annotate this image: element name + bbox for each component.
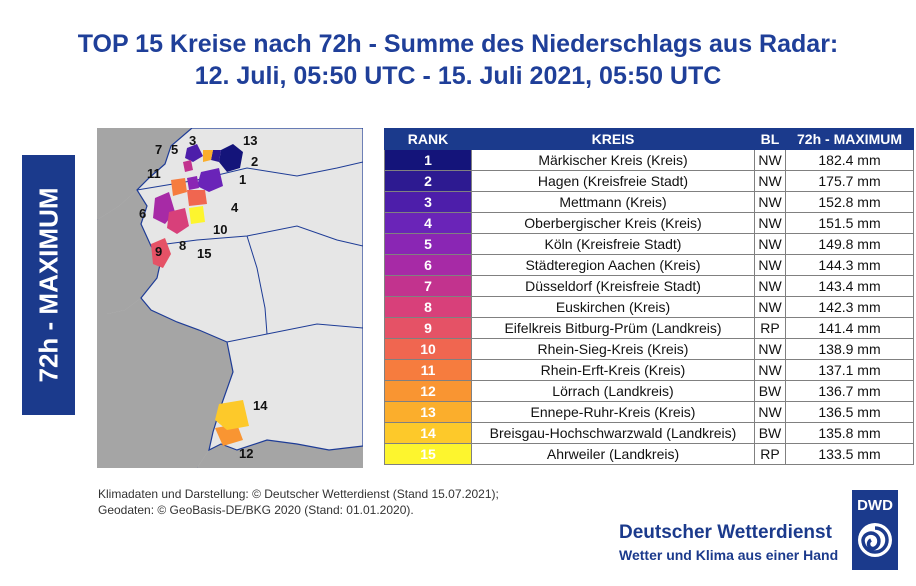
table-row bbox=[385, 234, 914, 255]
rank-cell: 12 bbox=[385, 381, 472, 402]
table-row bbox=[385, 381, 914, 402]
bl-cell: NW bbox=[755, 150, 786, 171]
kreis-cell: Städteregion Aachen (Kreis) bbox=[472, 255, 755, 276]
max-cell: 143.4 mm bbox=[786, 276, 914, 297]
kreis-cell: Rhein-Erft-Kreis (Kreis) bbox=[472, 360, 755, 381]
map-label-10: 10 bbox=[213, 222, 228, 237]
map-label-12: 12 bbox=[239, 446, 254, 461]
kreis-cell: Eifelkreis Bitburg-Prüm (Landkreis) bbox=[472, 318, 755, 339]
kreis-cell: Mettmann (Kreis) bbox=[472, 192, 755, 213]
bl-cell: NW bbox=[755, 192, 786, 213]
chart-title-line2: 12. Juli, 05:50 UTC - 15. Juli 2021, 05:50 UTC bbox=[194, 62, 722, 90]
footer-credits: Klimadaten und Darstellung: © Deutscher Wetterdienst (Stand 15.07.2021); bbox=[98, 487, 499, 501]
table-row bbox=[385, 192, 914, 213]
rank-cell: 10 bbox=[385, 339, 472, 360]
rank-cell: 7 bbox=[385, 276, 472, 297]
kreis-cell: Ahrweiler (Landkreis) bbox=[472, 444, 755, 465]
table-row bbox=[385, 444, 914, 465]
rank-cell: 4 bbox=[385, 213, 472, 234]
table-row bbox=[385, 150, 914, 171]
bl-cell: NW bbox=[755, 234, 786, 255]
table-row bbox=[385, 318, 914, 339]
kreis-cell: Düsseldorf (Kreisfreie Stadt) bbox=[472, 276, 755, 297]
max-cell: 182.4 mm bbox=[786, 150, 914, 171]
table-row bbox=[385, 402, 914, 423]
rank-cell: 13 bbox=[385, 402, 472, 423]
table-header-row bbox=[385, 129, 914, 150]
rank-cell: 3 bbox=[385, 192, 472, 213]
header-bl: BL bbox=[755, 129, 786, 150]
max-cell: 141.4 mm bbox=[786, 318, 914, 339]
bl-cell: NW bbox=[755, 360, 786, 381]
map-region-10 bbox=[187, 190, 207, 206]
rank-cell: 1 bbox=[385, 150, 472, 171]
bl-cell: RP bbox=[755, 444, 786, 465]
ranking-table bbox=[384, 128, 914, 465]
bl-cell: NW bbox=[755, 276, 786, 297]
kreis-cell: Hagen (Kreisfreie Stadt) bbox=[472, 171, 755, 192]
map-region-15 bbox=[189, 206, 205, 224]
map-label-5: 5 bbox=[171, 142, 179, 157]
bl-cell: BW bbox=[755, 423, 786, 444]
bl-cell: NW bbox=[755, 402, 786, 423]
max-cell: 136.5 mm bbox=[786, 402, 914, 423]
kreis-cell: Rhein-Sieg-Kreis (Kreis) bbox=[472, 339, 755, 360]
table-row bbox=[385, 339, 914, 360]
bl-cell: NW bbox=[755, 171, 786, 192]
map-label-9: 9 bbox=[155, 244, 163, 259]
map-label-4: 4 bbox=[231, 200, 239, 215]
map-label-14: 14 bbox=[253, 398, 268, 413]
map-label-2: 2 bbox=[251, 154, 259, 169]
rank-cell: 14 bbox=[385, 423, 472, 444]
kreis-cell: Märkischer Kreis (Kreis) bbox=[472, 150, 755, 171]
bl-cell: NW bbox=[755, 255, 786, 276]
chart-title-line1: TOP 15 Kreise nach 72h - Summe des Niederschlags aus Radar: bbox=[77, 30, 839, 58]
rank-cell: 9 bbox=[385, 318, 472, 339]
max-cell: 149.8 mm bbox=[786, 234, 914, 255]
header-rank: RANK bbox=[385, 129, 472, 150]
rank-cell: 5 bbox=[385, 234, 472, 255]
max-cell: 138.9 mm bbox=[786, 339, 914, 360]
bl-cell: NW bbox=[755, 339, 786, 360]
map-label-8: 8 bbox=[179, 238, 187, 253]
map-label-3: 3 bbox=[189, 133, 197, 148]
map-label-1: 1 bbox=[239, 172, 247, 187]
kreis-cell: Köln (Kreisfreie Stadt) bbox=[472, 234, 755, 255]
map-label-15: 15 bbox=[197, 246, 212, 261]
max-cell: 142.3 mm bbox=[786, 297, 914, 318]
table-row bbox=[385, 423, 914, 444]
rank-cell: 8 bbox=[385, 297, 472, 318]
map-label-13: 13 bbox=[243, 133, 258, 148]
kreis-cell: Ennepe-Ruhr-Kreis (Kreis) bbox=[472, 402, 755, 423]
kreis-cell: Lörrach (Landkreis) bbox=[472, 381, 755, 402]
map-label-11: 11 bbox=[147, 166, 161, 181]
dwd-logo bbox=[852, 490, 898, 570]
table-row bbox=[385, 360, 914, 381]
map-region-5 bbox=[187, 176, 199, 190]
metric-sidebar bbox=[22, 155, 75, 415]
max-cell: 135.8 mm bbox=[786, 423, 914, 444]
precipitation-map bbox=[97, 128, 363, 468]
header-kreis: KREIS bbox=[472, 129, 755, 150]
rank-cell: 15 bbox=[385, 444, 472, 465]
map-label-7: 7 bbox=[155, 142, 163, 157]
rank-cell: 6 bbox=[385, 255, 472, 276]
map-label-6: 6 bbox=[139, 206, 147, 221]
logo-text: DWD bbox=[857, 497, 893, 514]
brand-slogan: Wetter und Klima aus einer Hand bbox=[619, 547, 839, 563]
brand-name: Deutscher Wetterdienst bbox=[619, 522, 832, 543]
table-row bbox=[385, 213, 914, 234]
table-row bbox=[385, 276, 914, 297]
max-cell: 151.5 mm bbox=[786, 213, 914, 234]
bl-cell: RP bbox=[755, 318, 786, 339]
bl-cell: NW bbox=[755, 213, 786, 234]
kreis-cell: Oberbergischer Kreis (Kreis) bbox=[472, 213, 755, 234]
header-max: 72h - MAXIMUM bbox=[786, 129, 914, 150]
rank-cell: 11 bbox=[385, 360, 472, 381]
bl-cell: NW bbox=[755, 297, 786, 318]
max-cell: 133.5 mm bbox=[786, 444, 914, 465]
max-cell: 137.1 mm bbox=[786, 360, 914, 381]
table-row bbox=[385, 297, 914, 318]
kreis-cell: Breisgau-Hochschwarzwald (Landkreis) bbox=[472, 423, 755, 444]
rank-cell: 2 bbox=[385, 171, 472, 192]
metric-label: 72h - MAXIMUM bbox=[33, 187, 63, 383]
max-cell: 152.8 mm bbox=[786, 192, 914, 213]
bl-cell: BW bbox=[755, 381, 786, 402]
footer-geodata: Geodaten: © GeoBasis-DE/BKG 2020 (Stand: 01.01.2020). bbox=[98, 503, 414, 517]
max-cell: 175.7 mm bbox=[786, 171, 914, 192]
table-row bbox=[385, 171, 914, 192]
max-cell: 136.7 mm bbox=[786, 381, 914, 402]
table-row bbox=[385, 255, 914, 276]
max-cell: 144.3 mm bbox=[786, 255, 914, 276]
kreis-cell: Euskirchen (Kreis) bbox=[472, 297, 755, 318]
